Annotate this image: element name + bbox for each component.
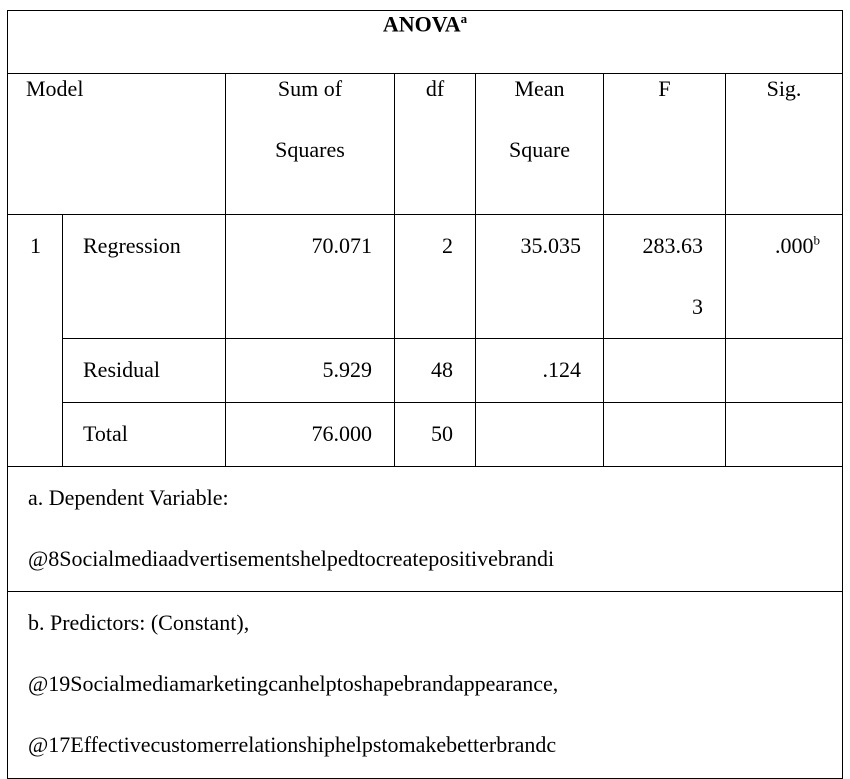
cell-f	[604, 403, 726, 467]
model-cell-spacer	[8, 339, 63, 403]
header-df: df	[395, 74, 476, 215]
title-footnote-marker: a	[460, 11, 468, 26]
header-sig: Sig.	[726, 74, 843, 215]
header-model: Model	[8, 74, 226, 215]
cell-f-line2: 3	[692, 294, 703, 319]
table-row-regression	[8, 215, 843, 339]
table-row-residual	[8, 339, 843, 403]
cell-f	[604, 215, 726, 339]
footnote-a-line1: a. Dependent Variable:	[28, 485, 229, 510]
table-title-text: ANOVA	[382, 11, 461, 37]
model-number: 1	[8, 215, 63, 339]
footnote-a-line2: @8Socialmediaadvertisementshelpedtocreatepositivebrandi	[28, 546, 555, 571]
header-mean-square-line2: Square	[508, 137, 571, 162]
cell-f	[604, 339, 726, 403]
cell-sum-of-squares: 76.000	[226, 403, 395, 467]
cell-mean-square: 35.035	[476, 215, 604, 339]
cell-sig	[726, 215, 843, 339]
cell-sig	[726, 339, 843, 403]
cell-f-line1: 283.63	[642, 233, 703, 258]
cell-sig-value: .000	[775, 233, 814, 258]
table-row-total	[8, 403, 843, 467]
footnote-b-line1: b. Predictors: (Constant),	[28, 610, 250, 635]
cell-sum-of-squares: 5.929	[226, 339, 395, 403]
header-f: F	[604, 74, 726, 215]
footnote-b-line2: @19Socialmediamarketingcanhelptoshapebrandappearance,	[28, 671, 559, 696]
footnote-b-line3: @17Effectivecustomerrelationshiphelpstomakebetterbrandc	[28, 732, 557, 757]
cell-df: 2	[395, 215, 476, 339]
anova-table	[7, 10, 843, 779]
footnote-b	[8, 592, 843, 779]
row-label: Residual	[63, 339, 226, 403]
cell-mean-square	[476, 403, 604, 467]
cell-df: 50	[395, 403, 476, 467]
cell-df: 48	[395, 339, 476, 403]
cell-mean-square: .124	[476, 339, 604, 403]
sig-footnote-marker: b	[813, 232, 821, 248]
row-label: Regression	[63, 215, 226, 339]
header-mean-square-line1: Mean	[514, 76, 565, 101]
header-sum-of-squares	[226, 74, 395, 215]
footnote-a	[8, 467, 843, 592]
row-label: Total	[63, 403, 226, 467]
header-mean-square	[476, 74, 604, 215]
cell-sig	[726, 403, 843, 467]
cell-sum-of-squares: 70.071	[226, 215, 395, 339]
header-sum-of-squares-line2: Squares	[275, 137, 345, 162]
header-sum-of-squares-line1: Sum of	[277, 76, 343, 101]
model-cell-spacer	[8, 403, 63, 467]
